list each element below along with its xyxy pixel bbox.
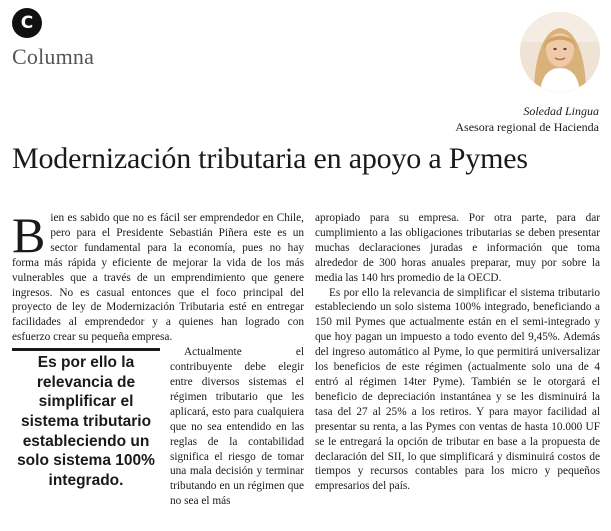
author-portrait-icon — [520, 12, 600, 92]
relevance-paragraph: Es por ello la relevancia de simplificar el sistema tributario estableciendo un solo sistema 100% integrado, beneficiando a 150 mil Pymes que actualmente están en el semi-integrado y que hoy pagan un impuesto a todo evento del 9,45%. Además del ingreso automático al Pyme, lo que permitirá universalizar los beneficios de este régimen (actualmente solo una de 4 entró al régimen 14ter Pyme). También se le otorgará el beneficio de depreciación instantánea y se les disminuirá la tasa del 27 al 25% a los retiros. Y para mayor facilidad al presentar su renta, a las Pymes con ventas de hasta 10.000 UF se le entregará la opción de tributar en base a la propuesta de declaración del SII, lo que simplificará y disminuirá costos de tiempos y recursos contables para los micro y pequeños empresarios del país. — [315, 286, 600, 493]
column-badge: C — [12, 8, 42, 38]
article-headline: Modernización tributaria en apoyo a Pymes — [12, 142, 528, 175]
drop-cap: B — [12, 207, 46, 263]
author-photo — [520, 12, 600, 92]
section-label: Columna — [12, 44, 95, 69]
intro-text: ien es sabido que no es fácil ser emprendedor en Chile, pero para el Presidente Sebastián Piñera este es un sector fundamental para la economía, pues no hay forma más rápida y eficiente de mejorar la vida de los más vulnerables que a través de un emprendimiento que genere ingresos. No es casual entonces que el foco principal del proyecto de ley de Modernización Tributaria esté en entregar facilidades al emprendedor y a quienes han logrado con esfuerzo crear su pequeña empresa. — [12, 212, 304, 344]
article-column-left — [12, 207, 304, 509]
pull-quote: Es por ello la relevancia de simplificar el sistema tributario estableciendo un solo sistema 100% integrado. — [12, 348, 160, 490]
intro-paragraph — [12, 207, 304, 345]
author-name: Soledad Lingua — [523, 104, 599, 118]
article-column-right — [315, 211, 600, 494]
continued-paragraph: apropiado para su empresa. Por otra parte, para dar cumplimiento a las obligaciones tributarias se deben presentar muchas declaraciones juradas e información que toma alrededor de 300 horas anuales preparar, muy por sobre la media las 140 hrs promedio de la OECD. — [315, 212, 600, 284]
author-role: Asesora regional de Hacienda — [455, 120, 599, 134]
second-paragraph: Actualmente el contribuyente debe elegir entre diversos sistemas el régimen tributario que les aplicará, esto para cualquiera que no sea entendido en las reglas de la contabilidad significa el riesgo de tomar una mala decisión y terminar tributando en un régimen que no sea el más — [170, 346, 304, 508]
